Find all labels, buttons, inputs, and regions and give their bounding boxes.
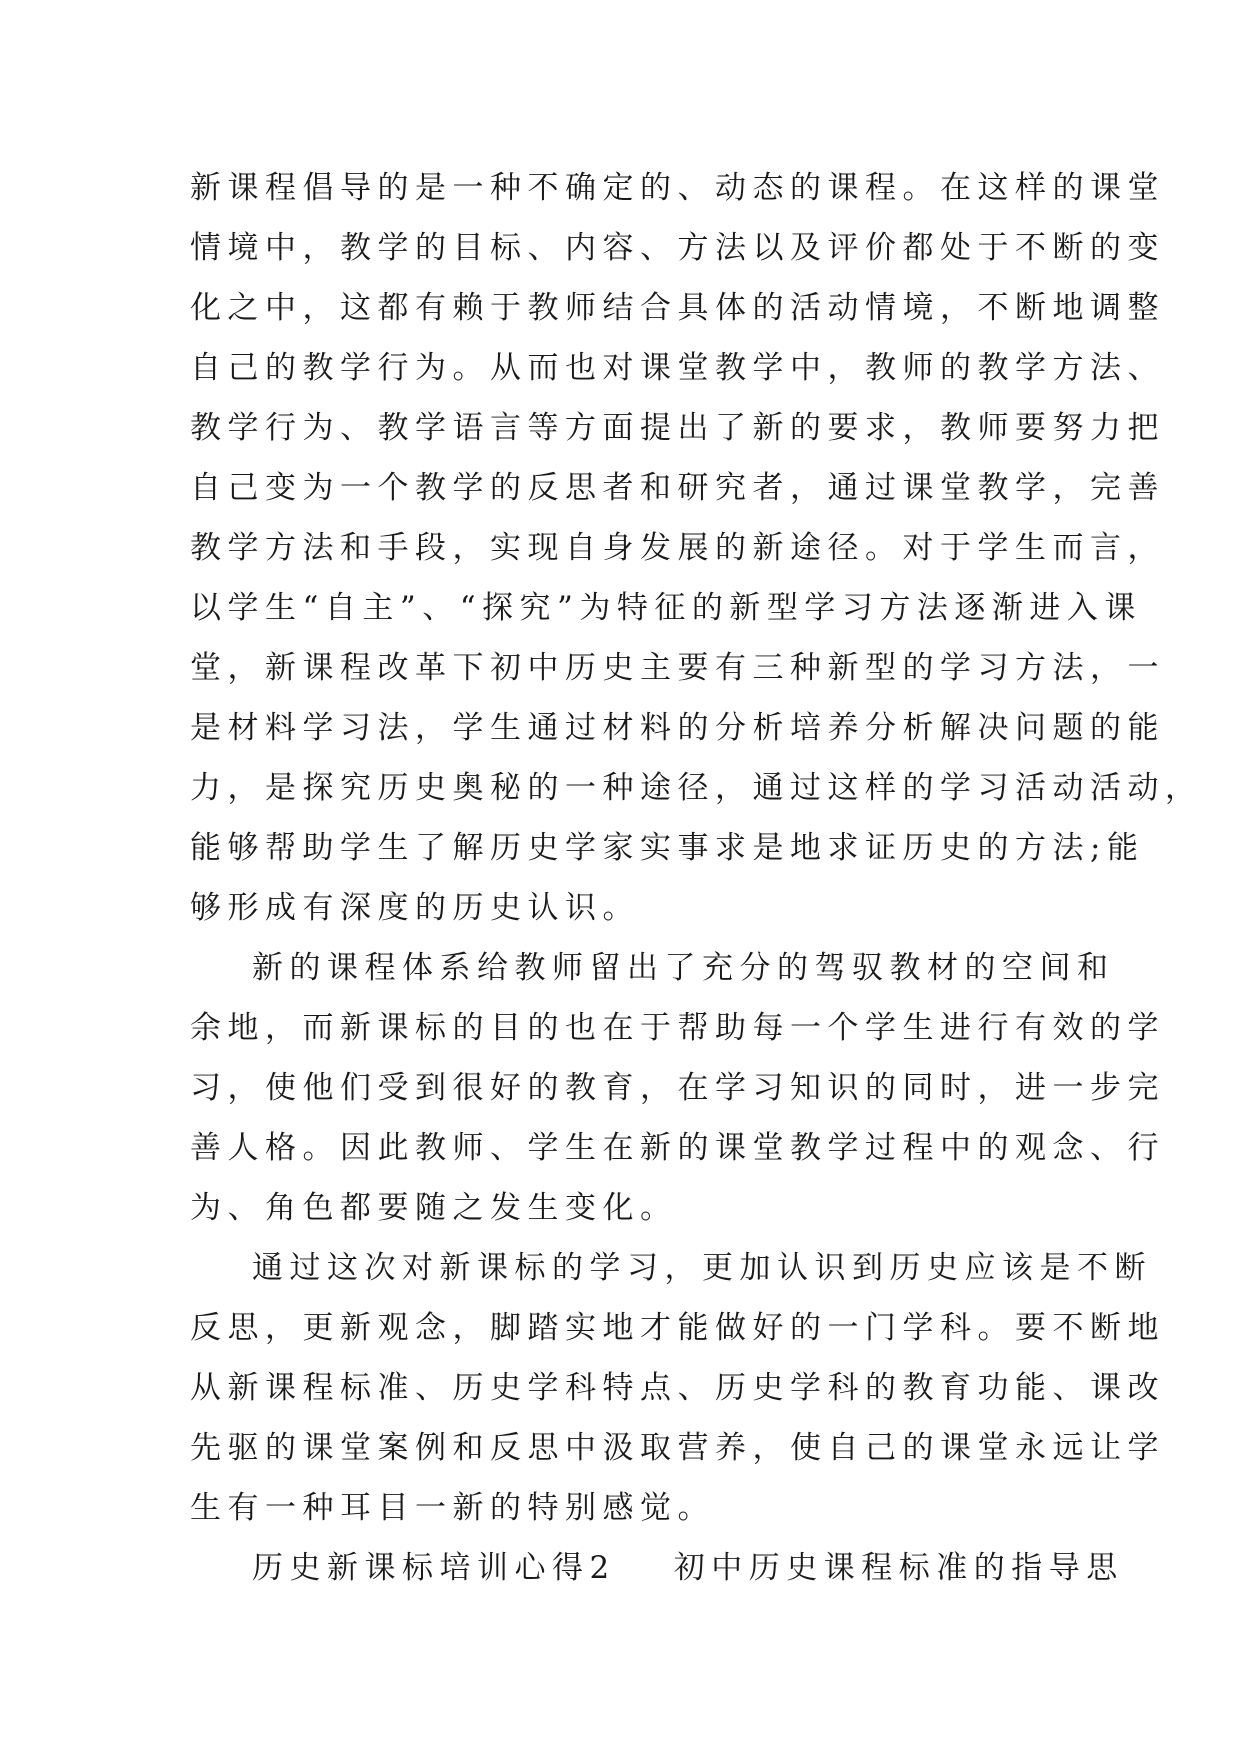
text-line: 以学生“自主”、“探究”为特征的新型学习方法逐渐进入课: [190, 590, 1142, 626]
text-line: 自己的教学行为。从而也对课堂教学中，教师的教学方法、: [190, 350, 1165, 386]
text-line: 习，使他们受到很好的教育，在学习知识的同时，进一步完: [190, 1070, 1165, 1106]
text-line: 是材料学习法，学生通过材料的分析培养分析解决问题的能: [190, 710, 1165, 746]
text-line: 情境中，教学的目标、内容、方法以及评价都处于不断的变: [190, 230, 1165, 266]
section-heading-line: [190, 1538, 1124, 1598]
text-line: 能够帮助学生了解历史学家实事求是地求证历史的方法;能: [190, 830, 1145, 866]
text-line: 力，是探究历史奥秘的一种途径，通过这样的学习活动活动，: [190, 770, 1203, 806]
text-line: 化之中，这都有赖于教师结合具体的活动情境，不断地调整: [190, 290, 1165, 326]
text-line: 先驱的课堂案例和反思中汲取营养，使自己的课堂永远让学: [190, 1430, 1165, 1466]
text-line: 为、角色都要随之发生变化。: [190, 1190, 678, 1226]
text-line: 生有一种耳目一新的特别感觉。: [190, 1490, 715, 1526]
text-line: 善人格。因此教师、学生在新的课堂教学过程中的观念、行: [190, 1130, 1165, 1166]
text-line: 新课程倡导的是一种不确定的、动态的课程。在这样的课堂: [190, 170, 1165, 206]
text-line: 反思，更新观念，脚踏实地才能做好的一门学科。要不断地: [190, 1310, 1165, 1346]
text-line: 余地，而新课标的目的也在于帮助每一个学生进行有效的学: [190, 1010, 1165, 1046]
text-line: 通过这次对新课标的学习，更加认识到历史应该是不断: [252, 1250, 1152, 1286]
document-body: [190, 158, 1203, 1598]
text-line: 教学方法和手段，实现自身发展的新途径。对于学生而言，: [190, 530, 1165, 566]
text-line: 从新课程标准、历史学科特点、历史学科的教育功能、课改: [190, 1370, 1165, 1406]
section-continuation-text: 初中历史课程标准的指导思: [673, 1550, 1124, 1586]
text-line: 够形成有深度的历史认识。: [190, 890, 640, 926]
text-line: 教学行为、教学语言等方面提出了新的要求，教师要努力把: [190, 410, 1165, 446]
section-heading: 历史新课标培训心得2: [252, 1550, 616, 1586]
text-line: 新的课程体系给教师留出了充分的驾驭教材的空间和: [252, 950, 1115, 986]
text-line: 堂，新课程改革下初中历史主要有三种新型的学习方法，一: [190, 650, 1165, 686]
text-line: 自己变为一个教学的反思者和研究者，通过课堂教学，完善: [190, 470, 1165, 506]
